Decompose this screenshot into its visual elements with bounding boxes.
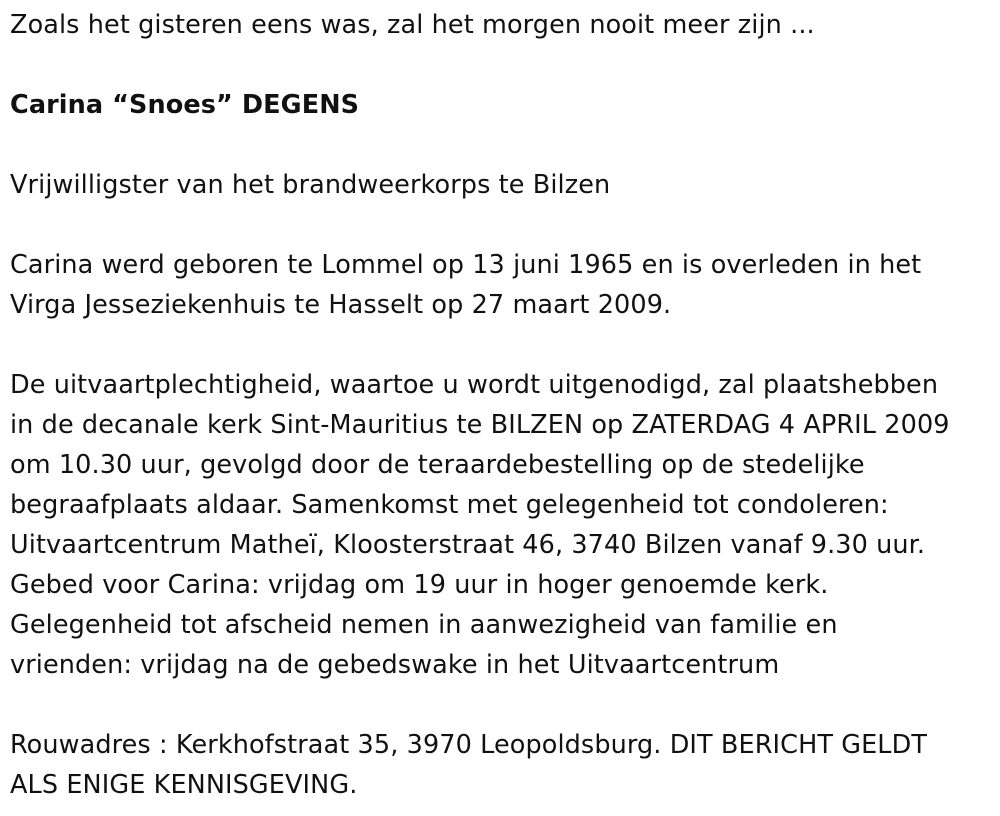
intro-quote: Zoals het gisteren eens was, zal het morgen nooit meer zijn ...	[10, 10, 815, 40]
deceased-name: Carina “Snoes” DEGENS	[10, 90, 360, 120]
obituary-notice	[10, 5, 995, 805]
birth-death-paragraph: Carina werd geboren te Lommel op 13 juni 1965 en is overleden in het Virga Jesseziekenhuis te Hasselt op 27 maart 2009.	[10, 250, 922, 320]
funeral-details-paragraph: De uitvaartplechtigheid, waartoe u wordt uitgenodigd, zal plaatshebben in de decanale kerk Sint-Mauritius te BILZEN op ZATERDAG 4 APRIL 2009 om 10.30 uur, gevolgd door de teraardebestelling op de stedelijke begraafplaats aldaar. Samenkomst met gelegenheid tot condoleren: Uitvaartcentrum Matheï, Kloosterstraat 46, 3740 Bilzen vanaf 9.30 uur. Gebed voor Carina: vrijdag om 19 uur in hoger genoemde kerk. Gelegenheid tot afscheid nemen in aanwezigheid van familie en vrienden: vrijdag na de gebedswake in het Uitvaartcentrum	[10, 370, 950, 680]
mourning-address-paragraph: Rouwadres : Kerkhofstraat 35, 3970 Leopoldsburg. DIT BERICHT GELDT ALS ENIGE KENNISGEVING.	[10, 730, 928, 800]
role-line: Vrijwilligster van het brandweerkorps te Bilzen	[10, 170, 611, 200]
